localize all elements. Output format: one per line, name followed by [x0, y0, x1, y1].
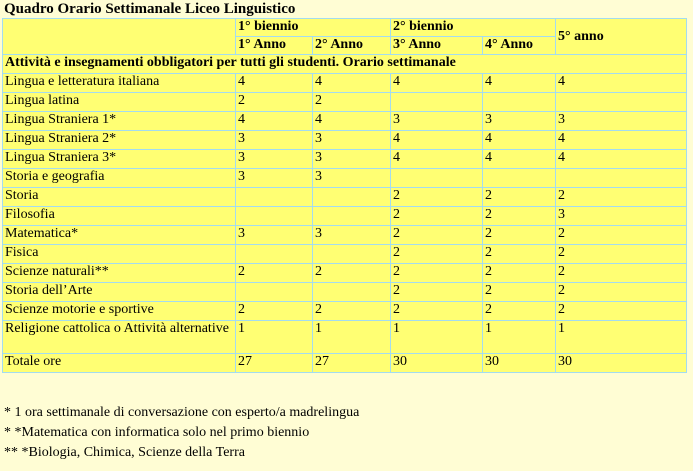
hours-cell: 2	[483, 283, 556, 302]
hours-cell: 2	[556, 283, 687, 302]
subject-cell: Storia e geografia	[3, 169, 236, 188]
subject-cell: Storia dell’Arte	[3, 283, 236, 302]
hours-cell	[313, 188, 391, 207]
table-row	[3, 264, 687, 283]
hours-cell: 4	[556, 131, 687, 150]
subject-cell: Lingua Straniera 2*	[3, 131, 236, 150]
hours-cell: 3	[483, 112, 556, 131]
subject-cell: Matematica*	[3, 226, 236, 245]
hours-cell: 2	[483, 245, 556, 264]
hours-cell: 2	[483, 302, 556, 321]
hours-cell	[483, 169, 556, 188]
hours-cell: 3	[313, 131, 391, 150]
hours-cell: 2	[483, 207, 556, 226]
hours-cell: 3	[236, 169, 313, 188]
hours-cell: 1	[236, 321, 313, 354]
hours-cell: 2	[236, 264, 313, 283]
hours-cell: 4	[391, 150, 483, 169]
hours-cell: 3	[313, 150, 391, 169]
hours-cell: 1	[313, 321, 391, 354]
hours-cell: 2	[556, 226, 687, 245]
hours-cell	[236, 283, 313, 302]
hours-cell: 2	[391, 188, 483, 207]
table-row	[3, 354, 687, 373]
subject-cell: Lingua Straniera 3*	[3, 150, 236, 169]
hours-cell: 3	[391, 112, 483, 131]
header-year-3: 3° Anno	[391, 37, 483, 55]
subject-cell: Lingua e letteratura italiana	[3, 74, 236, 93]
table-row	[3, 321, 687, 354]
hours-cell	[391, 93, 483, 112]
hours-cell: 2	[391, 245, 483, 264]
hours-cell: 4	[556, 74, 687, 93]
header-empty-cell	[3, 19, 236, 55]
table-row	[3, 207, 687, 226]
hours-cell: 2	[236, 302, 313, 321]
header-biennio-1: 1° biennio	[236, 19, 391, 37]
hours-cell: 3	[556, 112, 687, 131]
hours-cell	[556, 169, 687, 188]
hours-cell: 3	[313, 169, 391, 188]
hours-cell	[483, 93, 556, 112]
header-year-4: 4° Anno	[483, 37, 556, 55]
hours-cell: 4	[391, 74, 483, 93]
hours-cell: 2	[313, 264, 391, 283]
subject-cell: Lingua Straniera 1*	[3, 112, 236, 131]
header-row-biennio	[3, 19, 687, 37]
subject-cell: Totale ore	[3, 354, 236, 373]
hours-cell	[313, 207, 391, 226]
subject-cell: Scienze motorie e sportive	[3, 302, 236, 321]
header-year-1: 1° Anno	[236, 37, 313, 55]
subject-cell: Storia	[3, 188, 236, 207]
hours-cell: 2	[391, 226, 483, 245]
hours-cell: 4	[483, 74, 556, 93]
footnotes	[2, 403, 686, 463]
hours-cell: 2	[236, 93, 313, 112]
section-title: Attività e insegnamenti obbligatori per tutti gli studenti. Orario settimanale	[3, 55, 687, 74]
hours-cell: 2	[556, 245, 687, 264]
table-row	[3, 283, 687, 302]
hours-cell: 27	[313, 354, 391, 373]
hours-cell: 2	[313, 302, 391, 321]
hours-cell: 3	[236, 131, 313, 150]
hours-cell: 4	[236, 74, 313, 93]
hours-cell	[313, 283, 391, 302]
hours-cell: 4	[313, 74, 391, 93]
footnote: ** *Biologia, Chimica, Scienze della Terra	[4, 445, 245, 460]
header-biennio-2: 2° biennio	[391, 19, 556, 37]
hours-cell	[556, 93, 687, 112]
subject-cell: Fisica	[3, 245, 236, 264]
hours-cell	[391, 169, 483, 188]
subject-cell: Lingua latina	[3, 93, 236, 112]
hours-cell: 3	[556, 207, 687, 226]
hours-cell: 4	[236, 112, 313, 131]
table-row	[3, 150, 687, 169]
hours-cell: 2	[391, 302, 483, 321]
hours-cell: 4	[483, 150, 556, 169]
table-row	[3, 245, 687, 264]
hours-cell: 30	[391, 354, 483, 373]
hours-cell: 3	[313, 226, 391, 245]
table-row	[3, 169, 687, 188]
section-row	[3, 55, 687, 74]
header-anno-5: 5° anno	[556, 19, 687, 55]
hours-cell	[236, 188, 313, 207]
hours-cell: 2	[483, 226, 556, 245]
table-row	[3, 131, 687, 150]
hours-cell: 30	[483, 354, 556, 373]
table-row	[3, 226, 687, 245]
footnote: * 1 ora settimanale di conversazione con esperto/a madrelingua	[4, 405, 360, 420]
hours-cell: 2	[483, 264, 556, 283]
hours-cell: 2	[391, 283, 483, 302]
hours-cell: 30	[556, 354, 687, 373]
hours-cell: 2	[391, 207, 483, 226]
hours-cell: 2	[556, 188, 687, 207]
hours-cell	[236, 207, 313, 226]
table-row	[3, 302, 687, 321]
footnote: * *Matematica con informatica solo nel primo biennio	[4, 425, 310, 440]
table-row	[3, 93, 687, 112]
table-row	[3, 188, 687, 207]
hours-cell: 2	[313, 93, 391, 112]
table-row	[3, 74, 687, 93]
hours-cell: 1	[556, 321, 687, 354]
hours-cell: 2	[556, 302, 687, 321]
subject-cell: Filosofia	[3, 207, 236, 226]
header-year-2: 2° Anno	[313, 37, 391, 55]
hours-cell: 3	[236, 226, 313, 245]
hours-cell: 1	[483, 321, 556, 354]
hours-cell: 4	[391, 131, 483, 150]
hours-cell: 4	[313, 112, 391, 131]
subject-cell: Scienze naturali**	[3, 264, 236, 283]
page-title: Quadro Orario Settimanale Liceo Linguistico	[4, 1, 296, 17]
hours-cell: 2	[391, 264, 483, 283]
subject-cell: Religione cattolica o Attività alternative	[3, 321, 236, 354]
hours-cell: 1	[391, 321, 483, 354]
hours-cell: 3	[236, 150, 313, 169]
hours-cell: 2	[556, 264, 687, 283]
hours-cell: 2	[483, 188, 556, 207]
hours-cell: 27	[236, 354, 313, 373]
hours-cell: 4	[483, 131, 556, 150]
hours-cell	[236, 245, 313, 264]
timetable	[2, 18, 687, 373]
table-row	[3, 112, 687, 131]
hours-cell	[313, 245, 391, 264]
hours-cell: 4	[556, 150, 687, 169]
